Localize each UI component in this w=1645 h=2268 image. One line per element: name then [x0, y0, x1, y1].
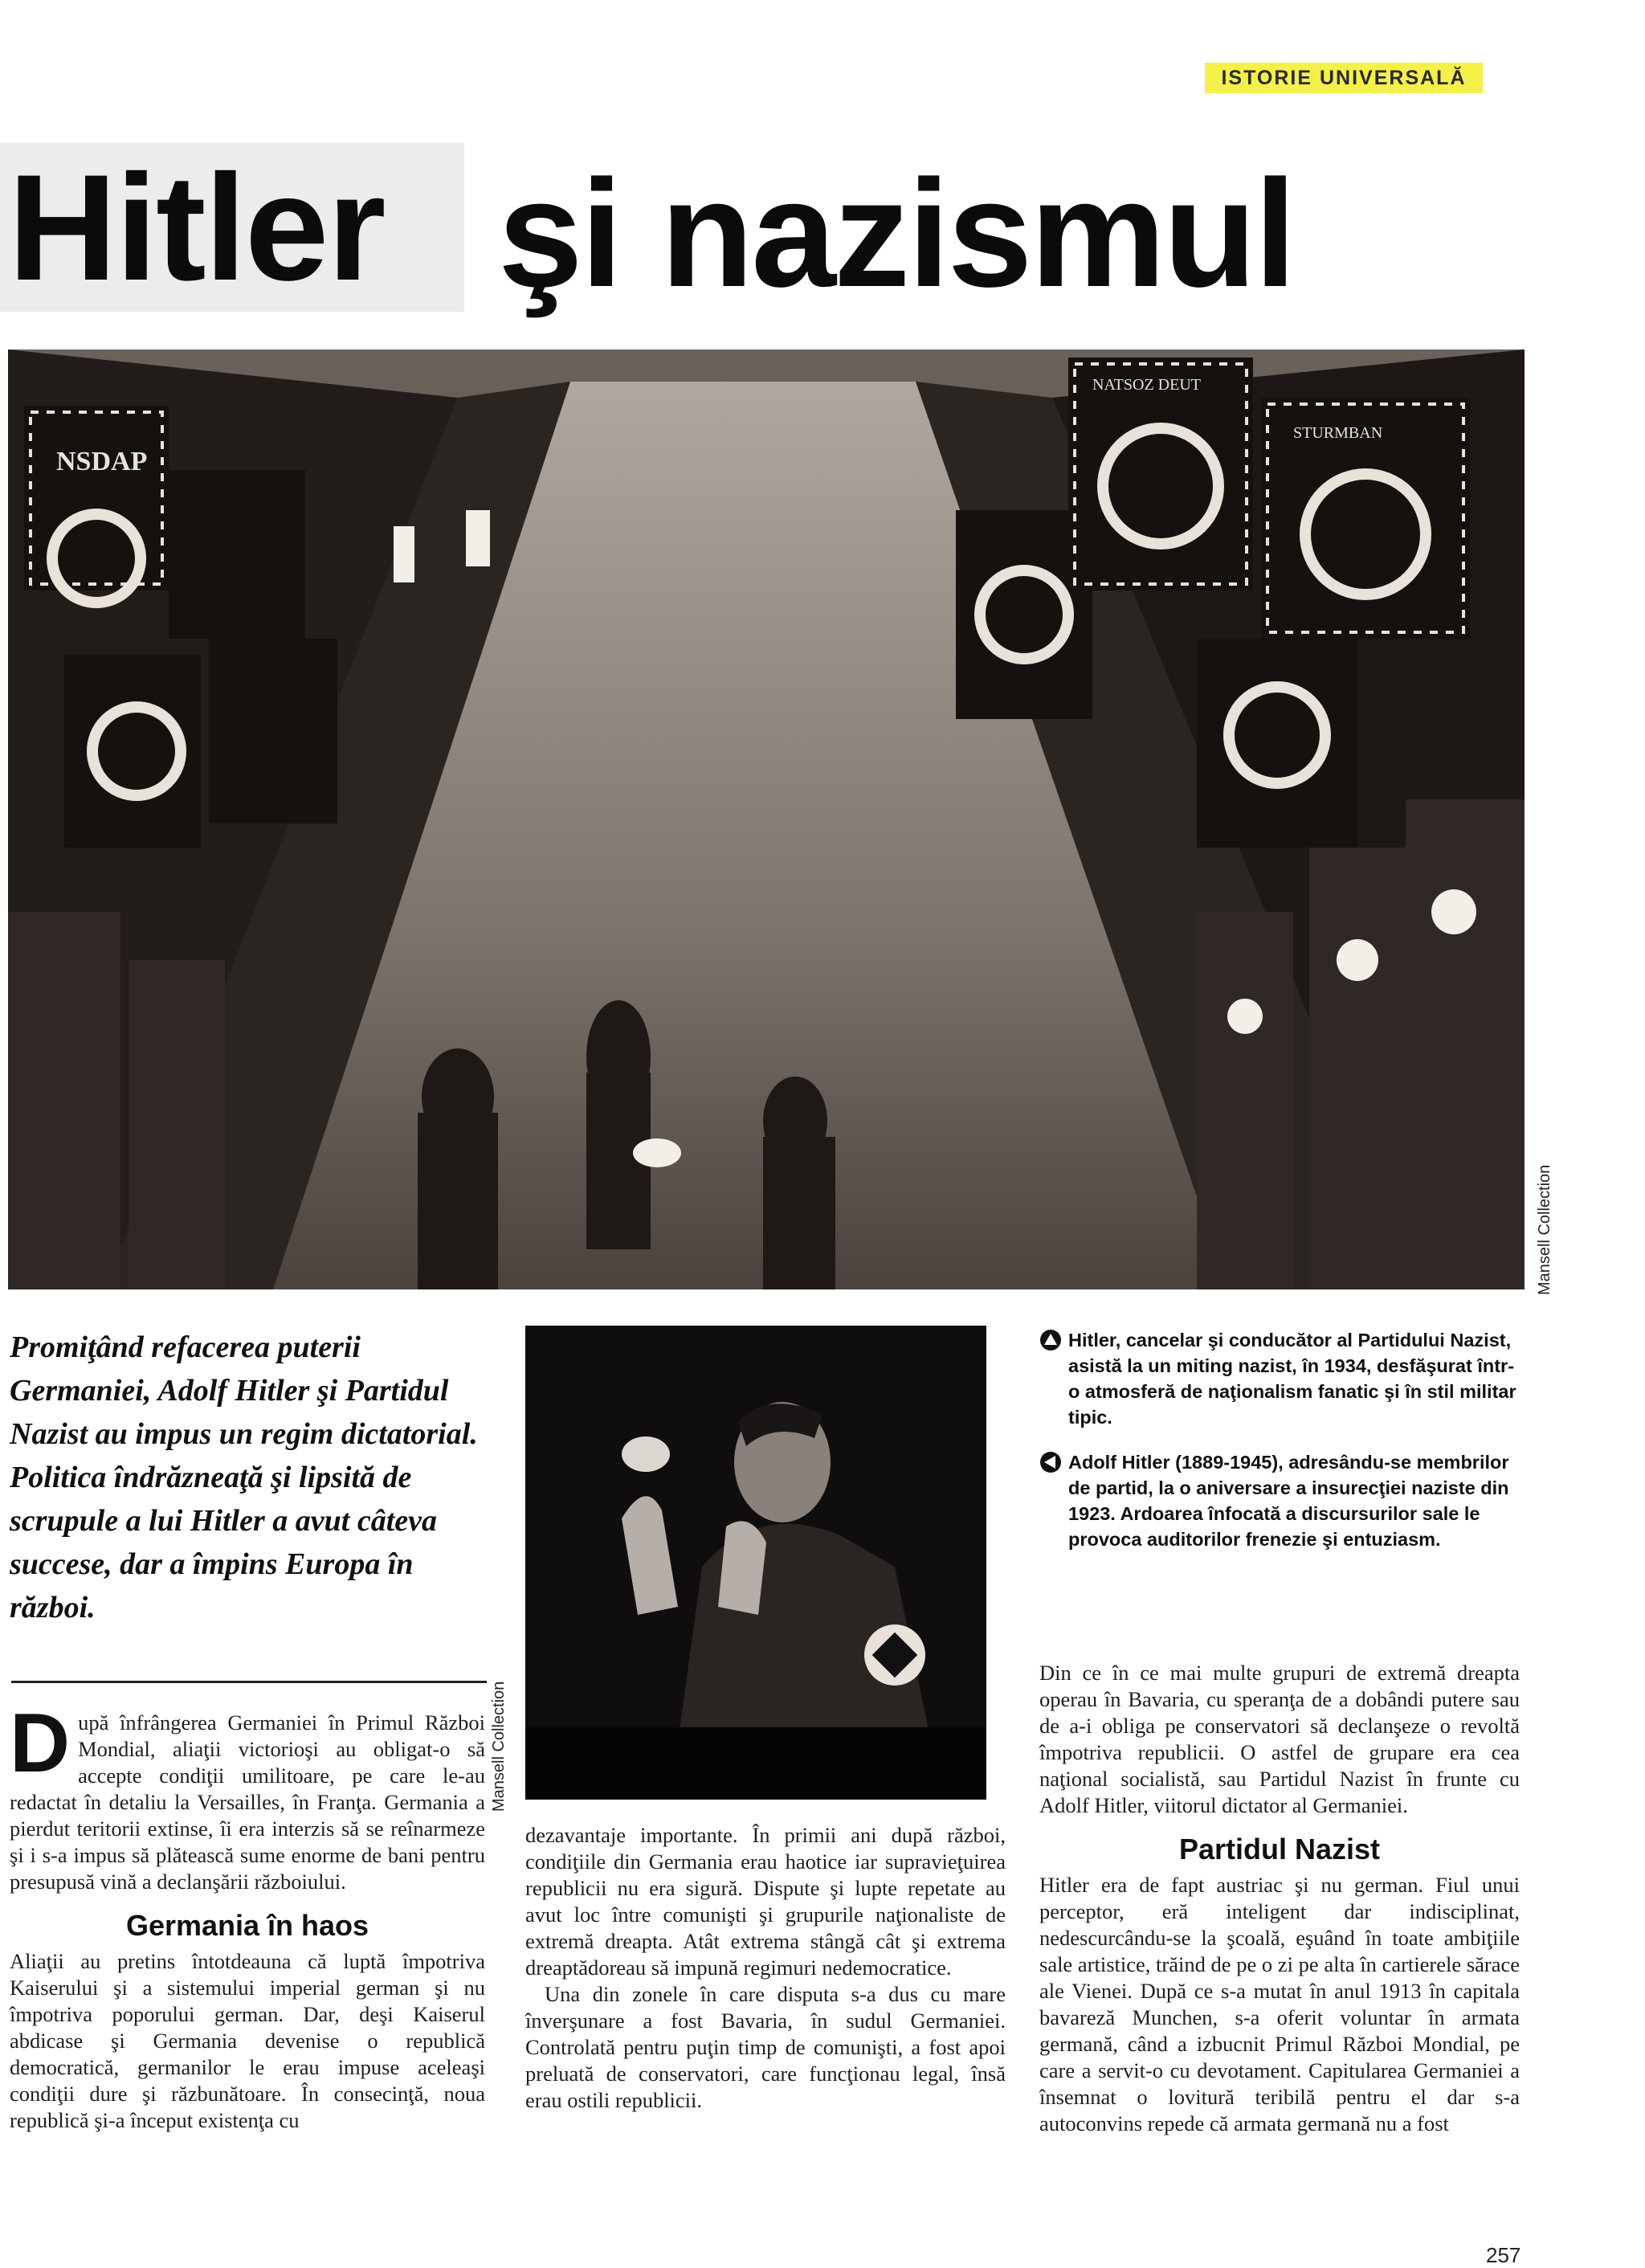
caption-1 — [1039, 1327, 1521, 1430]
article-paragraph: Aliaţii au pretins întotdeauna că luptă împotriva Kaiserului şi a sistemului imperial german şi nu împotriva poporului german. Dar, deşi Kaiserul abdicase şi Germania devenise o republică democratică, germanilor le erau impuse aceleaşi condiţii dure şi răzbunătoare. În consecinţă, noua republică şi-a început existenţa cu — [10, 1949, 485, 2132]
intro-paragraph: Promiţând refacerea puterii Germaniei, Adolf Hitler şi Partidul Nazist au impus un regim dictatorial. Politica îndrăzneaţă şi lipsită de scrupule a lui Hitler a avut câteva succese, dar a împins Europa în război. — [10, 1330, 478, 1624]
banner-text-right: STURMBAN — [1293, 424, 1383, 442]
drop-cap: D — [10, 1697, 71, 1790]
article-column-2 — [525, 1822, 1006, 2114]
caption-2-text: Adolf Hitler (1889-1945), adresându-se membrilor de partid, la o aniversare a insurecţiei naziste din 1923. Ardoarea înfocată a discursurilor sale le provoca auditorilor frenezie şi entuziasm. — [1068, 1452, 1509, 1550]
speech-illustration — [525, 1326, 986, 1800]
article-paragraph: dezavantaje importante. În primii ani după război, condiţiile din Germania erau haotice iar supravieţuirea republicii nu era sigură. Dispute şi lupte repetate au avut loc între comunişti şi grupurile naţionaliste de extremă dreapta. Atât extrema stângă cât şi extrema dreaptădoreau să impună regimuri nedemocratice. — [525, 1823, 1006, 1980]
title-rest: şi nazismul — [498, 149, 1295, 319]
article-paragraph: Hitler era de fapt austriac şi nu german. Fiul unui perceptor, eră inteligent dar indisciplinat, nedescurcându-se la şcoală, eşuând în toate ambiţiile sale artistice, trăind de pe o zi pe alta în cartierele sărace ale Vienei. După ce s-a mutat în anul 1913 în capitala bavareză Munchen, s-a oferit voluntar în armata germană, când a izbucnit Primul Război Mondial, pe care a servit-o cu devotament. Capitularea Germaniei a însemnat o lovitură teribilă pentru el dar s-a autoconvins repede că armata germană nu a fost — [1039, 1873, 1520, 2135]
article-paragraph: Una din zonele în care disputa s-a dus cu mare înverşunare a fost Bavaria, în sudul Germaniei. Controlată pentru puţin timp de comunişti, a fost apoi preluată de conservatori, care funcţionau legal, însă erau ostili republicii. — [525, 1982, 1006, 2112]
banner-text-top: NATSOZ DEUT — [1092, 376, 1201, 394]
article-paragraph: upă înfrângerea Germaniei în Primul Război Mondial, aliaţii victorioşi au obligat-o să accepte condiţii umilitoare, pe care le-au redactat în detaliu la Versailles, în Franţa. Germania a pierdut teritorii extinse, îi era interzis să se reînarmeze şi i s-a impus să plătească sume enorme de bani pentru presupusă vină a declanşării războiului. — [10, 1710, 485, 1894]
speech-photo — [525, 1326, 986, 1800]
article-column-3 — [1039, 1660, 1520, 2137]
photo-captions — [1039, 1327, 1521, 1571]
speech-photo-credit: Mansell Collection — [490, 1681, 508, 1812]
hero-photo-credit: Mansell Collection — [1536, 1164, 1553, 1295]
caption-1-text: Hitler, cancelar şi conducător al Partidului Nazist, asistă la un miting nazist, în 1934, desfăşurat într-o atmosferă de naţionalism fanatic şi în stil militar tipic. — [1068, 1330, 1516, 1428]
arrow-left-icon — [1039, 1451, 1062, 1473]
title-highlighted-word: Hitler — [0, 143, 464, 312]
rally-scene-illustration — [8, 349, 1525, 1289]
subheading-germania-in-haos: Germania în haos — [125, 1909, 369, 1942]
hero-photo — [8, 349, 1525, 1289]
caption-2 — [1039, 1449, 1521, 1552]
subheading-partidul-nazist: Partidul Nazist — [1178, 1833, 1381, 1865]
article-paragraph: Din ce în ce mai multe grupuri de extremă dreapta operau în Bavaria, cu speranţa de a dobândi putere sau de a-i obliga pe conservatori să declanşeze o revoltă împotriva republicii. O astfel de grupare era cea naţional socialistă, sau Partidul Nazist în frunte cu Adolf Hitler, viitorul dictator al Germaniei. — [1039, 1661, 1520, 1817]
arrow-up-icon — [1039, 1329, 1062, 1351]
intro-divider — [11, 1681, 487, 1683]
section-tag: ISTORIE UNIVERSALĂ — [1205, 63, 1483, 93]
banner-text-nsdap: NSDAP — [56, 447, 148, 476]
article-column-1 — [10, 1697, 485, 2134]
page-number: 257 — [1486, 2243, 1521, 2267]
